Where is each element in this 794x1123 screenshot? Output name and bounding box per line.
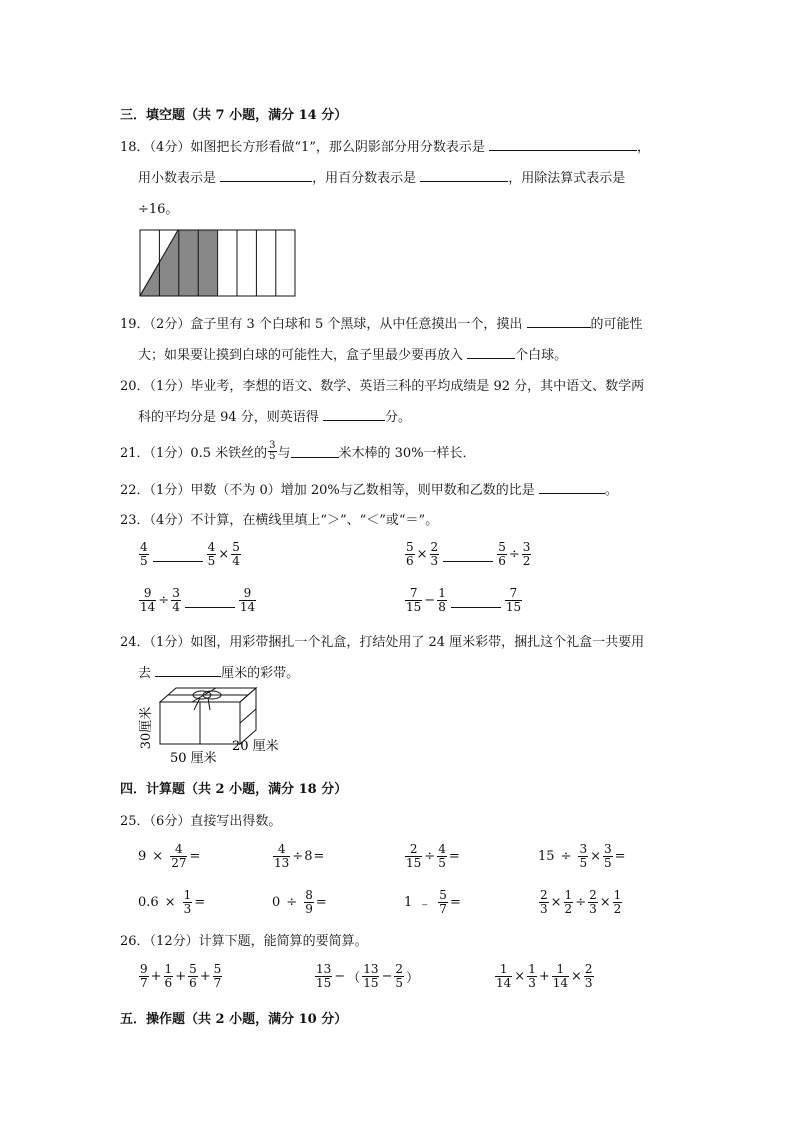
q22-blank[interactable]: [539, 481, 605, 494]
q21-line: [120, 434, 476, 468]
q18-text: 18．（4分）如图把长方形看做“1”，那么阴影部分用分数表示是: [120, 140, 490, 155]
q26-item-2: $\frac{13}{15}$ − （ $\frac{13}{15}$ − $\frac{2}{5}$ ）: [316, 961, 420, 990]
q21-text-c: 米木棒的 30%一样长．: [338, 445, 476, 461]
q18-blank-decimal[interactable]: [220, 169, 312, 182]
section-4-title: 四．计算题（共 2 小题，满分 18 分）: [120, 782, 348, 797]
q23-title: 23．（4分）不计算，在横线里填上“＞”、“＜”或“＝”。: [120, 513, 439, 528]
q23-blank-4[interactable]: [451, 593, 501, 608]
q18-text-decimal: 用小数表示是: [138, 171, 221, 186]
q21-blank[interactable]: [291, 445, 339, 458]
q24-gift-box-figure: [136, 686, 286, 768]
q18-rectangle-figure: [139, 229, 297, 297]
q23-blank-1[interactable]: [153, 547, 203, 562]
q22-line: [120, 479, 618, 498]
dim-height: 30厘米: [139, 706, 154, 750]
q18-blank-percent[interactable]: [420, 169, 508, 182]
q23-item-1: $\frac{4}{5}$ $\frac{4}{5}$ × $\frac{5}{4}$: [140, 539, 240, 568]
q24-line1: 24．（1分）如图，用彩带捆扎一个礼盒，打结处用了 24 厘米彩带，捆扎这个礼盒一共要用: [120, 635, 645, 650]
q26-item-3: $\frac{1}{14}$ × $\frac{1}{3}$ + $\frac{1}{14}$ × $\frac{2}{3}$: [496, 961, 593, 990]
q26-title: 26．（12分）计算下题，能简算的要简算。: [120, 934, 368, 949]
q18-line1: [120, 136, 650, 155]
q20-line2: [138, 406, 411, 425]
q23-item-2: $\frac{5}{6}$ × $\frac{2}{3}$ $\frac{5}{6}$ ÷ $\frac{3}{2}$: [406, 539, 531, 568]
section-5-title: 五．操作题（共 2 小题，满分 10 分）: [120, 1012, 348, 1027]
q25-item-4: 15 ÷ $\frac{3}{5}$ × $\frac{3}{5}$ =: [538, 841, 626, 870]
q24-text-b: 厘米的彩带。: [221, 666, 300, 681]
q19-line2: [138, 344, 567, 363]
q21-text: 21．（1分）0.5 米铁丝的: [120, 445, 268, 461]
q20-blank[interactable]: [323, 408, 385, 421]
dim-width: 20 厘米: [232, 739, 279, 754]
q24-text: 去: [138, 666, 156, 681]
q23-item-4: $\frac{7}{15}$ − $\frac{1}{8}$ $\frac{7}{15}$: [406, 585, 522, 614]
q25-item-6: 0 ÷ $\frac{8}{9}$ =: [272, 887, 327, 916]
q25-item-5: 0.6 × $\frac{1}{3}$ =: [138, 887, 206, 916]
q23-item-3: $\frac{9}{14}$ ÷ $\frac{3}{4}$ $\frac{9}{14}$: [140, 585, 256, 614]
q19-line1: [120, 313, 643, 332]
q18-line3: ÷16。: [138, 202, 179, 217]
q25-item-2: $\frac{4}{13}$ ÷ 8 =: [274, 841, 325, 870]
shaded-columns: [178, 230, 217, 296]
dim-length: 50 厘米: [170, 751, 217, 766]
q23-blank-3[interactable]: [185, 593, 235, 608]
q19-text-c: 大；如果要让摸到白球的可能性大，盒子里最少要再放入: [138, 348, 468, 363]
q21-fraction: $\frac{3}{5}$: [269, 439, 276, 462]
q20-text-b: 分。: [384, 410, 411, 425]
q19-blank-2[interactable]: [467, 346, 515, 359]
q19-text: 19．（2分）盒子里有 3 个白球和 5 个黑球，从中任意摸出一个，摸出: [120, 317, 527, 332]
section-3-title: 三．填空题（共 7 小题，满分 14 分）: [120, 108, 348, 123]
q22-text-b: 。: [604, 483, 618, 498]
q18-text-end: ，: [637, 140, 651, 155]
q18-text-percent: ，用百分数表示是: [312, 171, 421, 186]
q19-text-d: 个白球。: [515, 348, 568, 363]
q23-blank-2[interactable]: [443, 547, 493, 562]
q25-item-1: 9 × $\frac{4}{27}$ =: [138, 841, 201, 870]
q22-text: 22．（1分）甲数（不为 0）增加 20%与乙数相等，则甲数和乙数的比是: [120, 483, 539, 498]
q24-line2: [138, 662, 299, 681]
q25-title: 25．（6分）直接写出得数。: [120, 814, 282, 829]
q20-line1: 20．（1分）毕业考，李想的语文、数学、英语三科的平均成绩是 92 分，其中语文、数学两: [120, 379, 645, 394]
q18-line2: [138, 167, 625, 186]
q19-blank-1[interactable]: [527, 315, 591, 328]
q25-item-8: $\frac{2}{3}$ × $\frac{1}{2}$ ÷ $\frac{2}{3}$ × $\frac{1}{2}$: [540, 887, 622, 916]
q19-text-b: 的可能性: [590, 317, 643, 332]
q25-item-3: $\frac{2}{15}$ ÷ $\frac{4}{5}$ =: [406, 841, 460, 870]
q18-text-division: ，用除法算式表示是: [508, 171, 626, 186]
q26-item-1: $\frac{9}{7}$ + $\frac{1}{6}$ + $\frac{5}{6}$ + $\frac{5}{7}$: [140, 961, 222, 990]
q18-blank-fraction[interactable]: [489, 138, 637, 151]
q21-text-b: 与: [277, 445, 291, 461]
q24-blank[interactable]: [155, 664, 221, 677]
q25-item-7: 1 ﹣ $\frac{5}{7}$ =: [404, 887, 461, 916]
q20-text: 科的平均分是 94 分，则英语得: [138, 410, 323, 425]
